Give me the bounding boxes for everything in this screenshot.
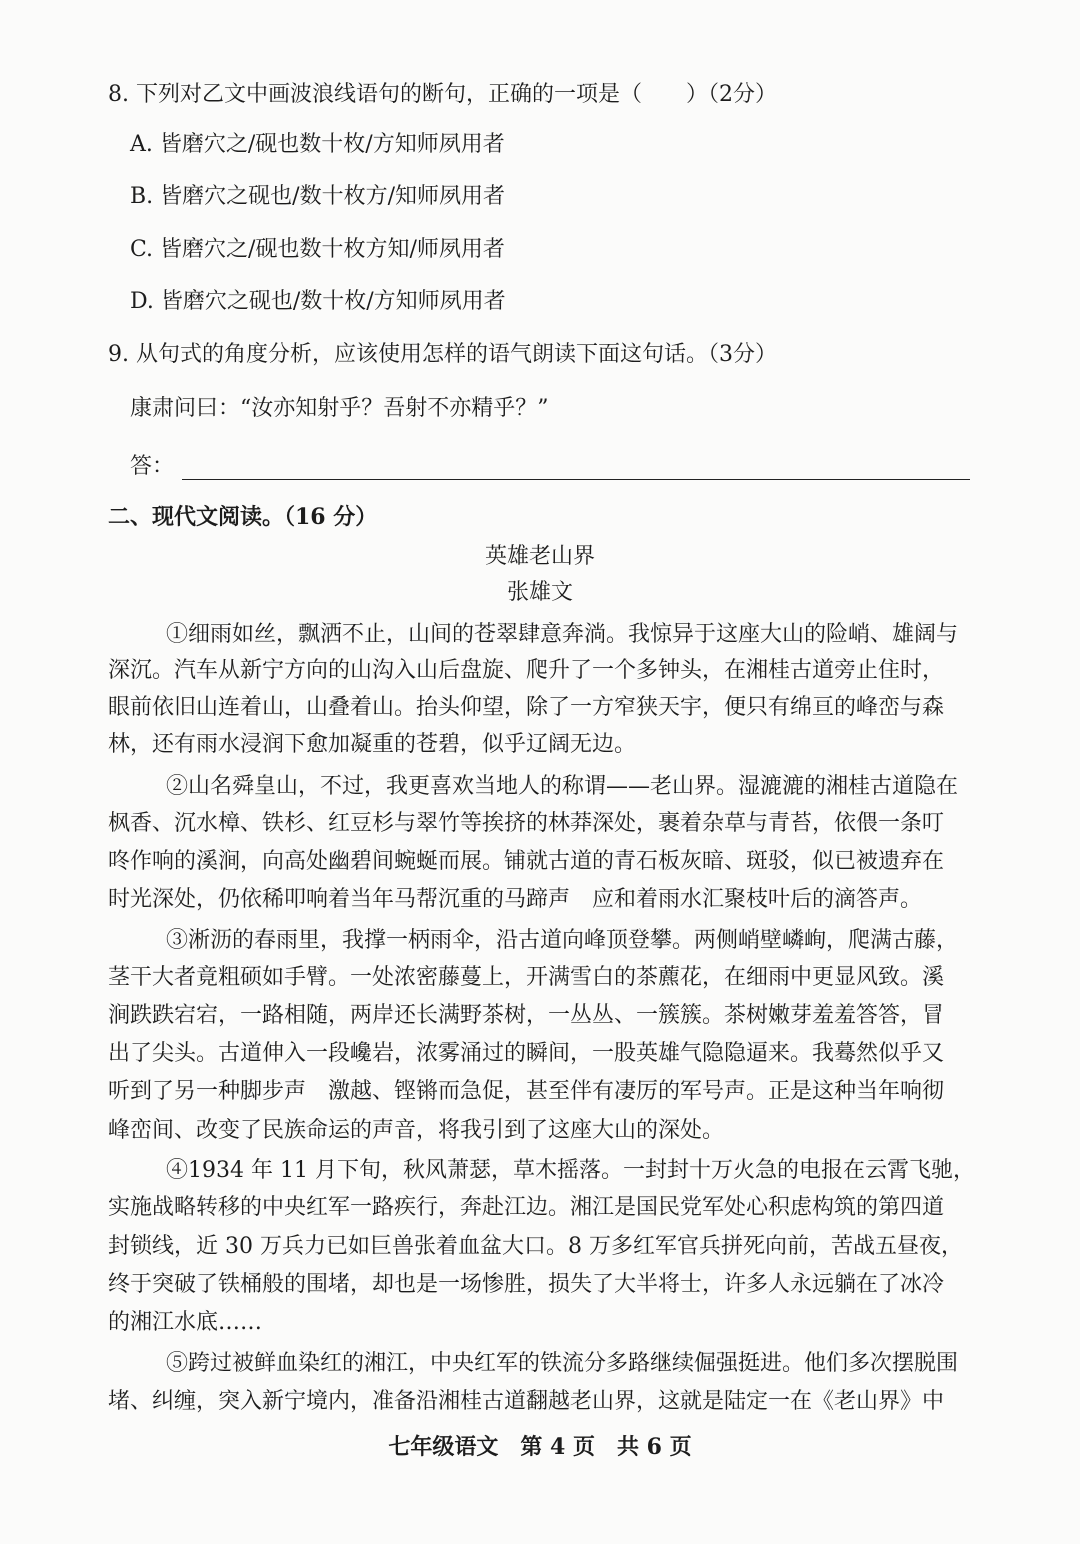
article-line: 眼前依旧山连着山，山叠着山。抬头仰望，除了一方窄狭天宇，便只有绵亘的峰峦与森: [108, 695, 945, 720]
question-8-option-d: D. 皆磨穴之砚也/数十枚/方知师夙用者: [130, 289, 506, 314]
article-line: 林，还有雨水浸润下愈加凝重的苍碧，似乎辽阔无边。: [108, 732, 637, 757]
question-9-stem: 9. 从句式的角度分析，应该使用怎样的语气朗读下面这句话。（3分）: [108, 342, 777, 367]
answer-label: 答：: [130, 454, 175, 479]
article-title: 英雄老山界: [484, 544, 595, 569]
article-line: 枫香、沉水樟、铁杉、红豆杉与翠竹等挨挤的林莽深处，裹着杂草与青苔，依偎一条叮: [108, 811, 945, 836]
article-line: 听到了另一种脚步声 激越、铿锵而急促，甚至伴有凄厉的军号声。正是这种当年响彻: [108, 1079, 945, 1104]
article-line: ④1934 年 11 月下旬，秋风萧瑟，草木摇落。一封封十万火急的电报在云霄飞驰，: [166, 1158, 975, 1183]
question-8-option-c: C. 皆磨穴之/砚也数十枚方知/师夙用者: [130, 237, 505, 262]
article-line: 封锁线，近 30 万兵力已如巨兽张着血盆大口。8 万多红军官兵拼死向前，苦战五昼夜，: [108, 1234, 963, 1259]
article-line: 时光深处，仍依稀叩响着当年马帮沉重的马蹄声 应和着雨水汇聚枝叶后的滴答声。: [108, 887, 923, 912]
answer-row: [130, 448, 970, 480]
question-8-option-b: B. 皆磨穴之砚也/数十枚方/知师夙用者: [130, 184, 505, 209]
article-line: 实施战略转移的中央红军一路疾行，奔赴江边。湘江是国民党军处心积虑构筑的第四道: [108, 1195, 945, 1220]
article-line: ②山名舜皇山，不过，我更喜欢当地人的称谓——老山界。湿漉漉的湘桂古道隐在: [166, 774, 959, 799]
article-line: 涧跌跌宕宕，一路相随，两岸还长满野茶树，一丛丛、一簇簇。茶树嫩芽羞羞答答，冒: [108, 1003, 945, 1028]
question-8-option-a: A. 皆磨穴之/砚也数十枚/方知师夙用者: [130, 132, 505, 157]
article-line: 终于突破了铁桶般的围堵，却也是一场惨胜，损失了大半将士，许多人永远躺在了冰冷: [108, 1272, 945, 1297]
question-8-stem: 8. 下列对乙文中画波浪线语句的断句，正确的一项是（ ）（2分）: [108, 82, 777, 107]
article-line: 的湘江水底……: [108, 1310, 263, 1335]
section-heading: 二、现代文阅读。（16 分）: [108, 504, 378, 530]
article-line: 咚作响的溪涧，向高处幽碧间蜿蜒而展。铺就古道的青石板灰暗、斑驳，似已被遗弃在: [108, 849, 945, 874]
article-line: 堵、纠缠，突入新宁境内，准备沿湘桂古道翻越老山界，这就是陆定一在《老山界》中: [108, 1389, 945, 1414]
article-line: ①细雨如丝，飘洒不止，山间的苍翠肆意奔淌。我惊异于这座大山的险峭、雄阔与: [166, 622, 959, 647]
answer-blank-line[interactable]: [182, 455, 970, 480]
article-line: 峰峦间、改变了民族命运的声音，将我引到了这座大山的深处。: [108, 1118, 725, 1143]
article-line: ③淅沥的春雨里，我撑一柄雨伞，沿古道向峰顶登攀。两侧峭壁嶙峋，爬满古藤，: [166, 928, 959, 953]
article-line: ⑤跨过被鲜血染红的湘江，中央红军的铁流分多路继续倔强挺进。他们多次摆脱围: [166, 1351, 959, 1376]
article-line: 茎干大者竟粗硕如手臂。一处浓密藤蔓上，开满雪白的茶藨花，在细雨中更显风致。溪: [108, 965, 945, 990]
article-line: 出了尖头。古道伸入一段巉岩，浓雾涌过的瞬间，一股英雄气隐隐逼来。我蓦然似乎又: [108, 1041, 945, 1066]
article-author: 张雄文: [506, 580, 573, 605]
article-line: 深沉。汽车从新宁方向的山沟入山后盘旋、爬升了一个多钟头，在湘桂古道旁止住时，: [108, 658, 945, 683]
page-footer: 七年级语文 第 4 页 共 6 页: [388, 1434, 692, 1460]
question-9-quote: 康肃问曰：“汝亦知射乎？吾射不亦精乎？”: [130, 396, 549, 421]
